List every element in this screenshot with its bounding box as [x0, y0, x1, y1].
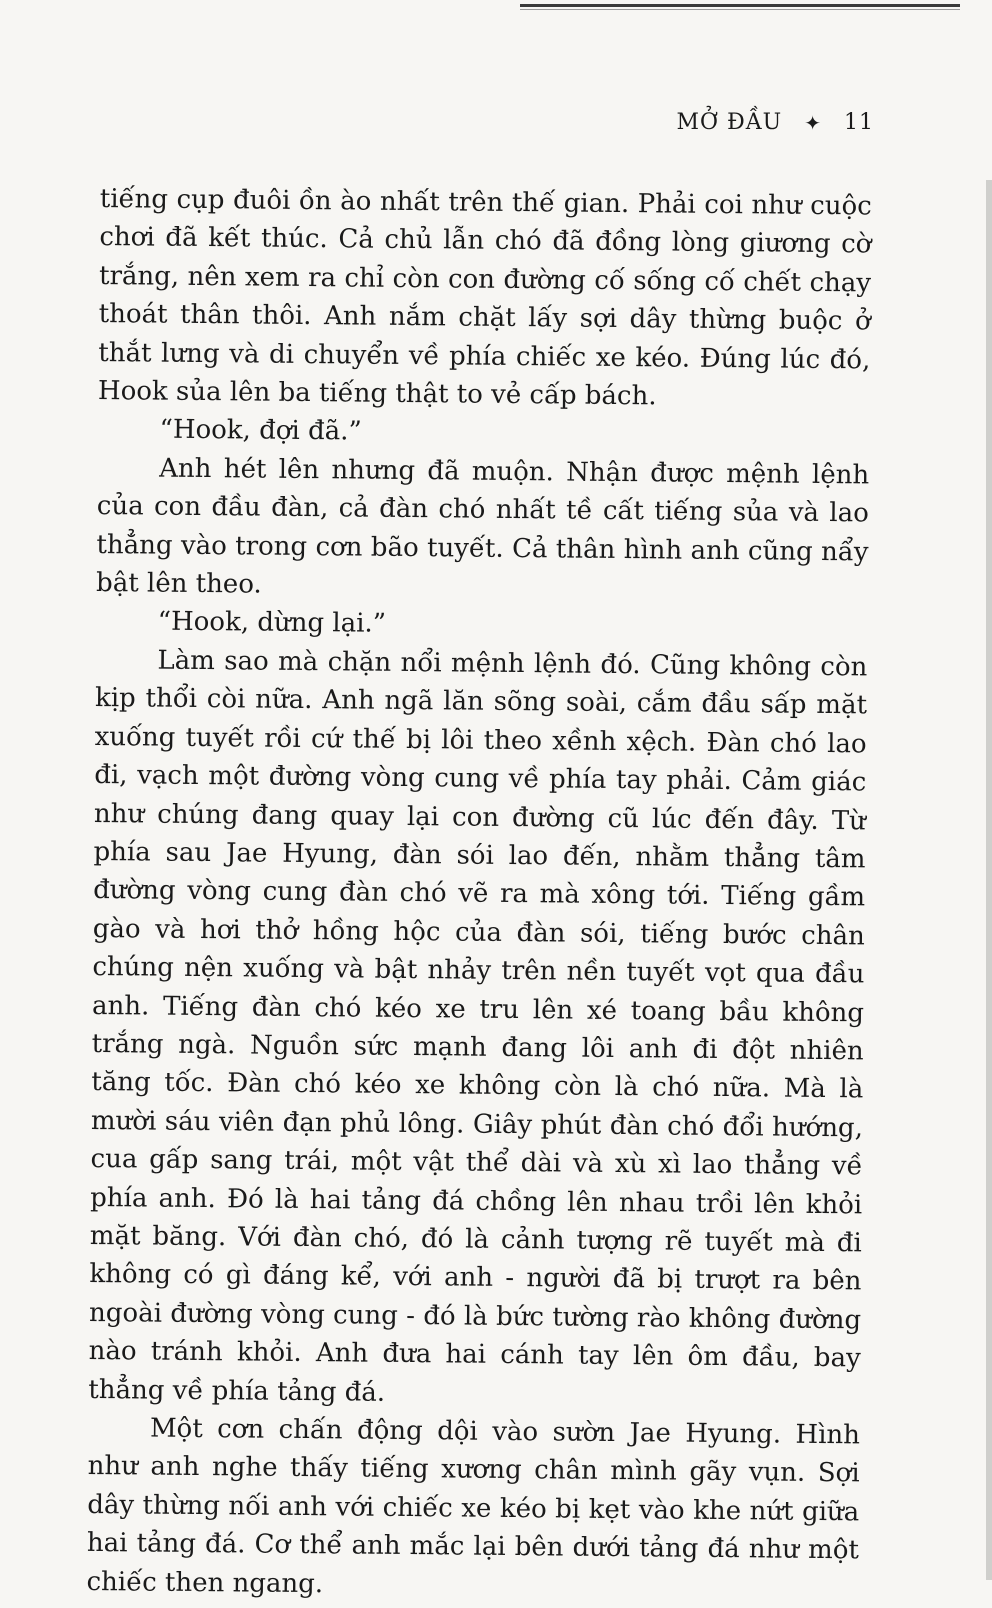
top-border-rule-thin: [520, 9, 960, 10]
paragraph: “Hook, đợi đã.”: [159, 415, 362, 447]
paragraph: “Hook, dừng lại.”: [157, 607, 387, 640]
paragraph: Làm sao mà chặn nổi mệnh lệnh đó. Cũng không còn kịp thổi còi nữa. Anh ngã lăn sõng soài, cắm đầu sấp mặt xuống tuyết rồi cứ thế bị lôi theo xềnh xệch. Đàn chó lao đi, vạch một đường vòng cung về phía tay phải. Cảm giác như chúng đang quay lại con đường cũ lúc đến đây. Từ phía sau Jae Hyung, đàn sói lao đến, nhằm thẳng tâm đường vòng cung đàn chó vẽ ra mà xông tới. Tiếng gầm gào và hơi thở hồng hộc của đàn sói, tiếng bước chân chúng nện xuống và bật nhảy trên nền tuyết vọt qua đầu anh. Tiếng đàn chó kéo xe tru lên xé toang bầu không trắng ngà. Nguồn sức mạnh đang lôi anh đi đột nhiên tăng tốc. Đàn chó kéo xe không còn là chó nữa. Mà là mười sáu viên đạn phủ lông. Giây phút đàn chó đổi hướng, cua gấp sang trái, một vật thể dài và xù xì lao thẳng về phía anh. Đó là hai tảng đá chồng lên nhau trồi lên khỏi mặt băng. Với đàn chó, đó là cảnh tượng rẽ tuyết mà đi không có gì đáng kể, với anh - người đã bị trượt ra bên ngoài đường vòng cung - đó là bức tường rào không đường nào tránh khỏi. Anh đưa hai cánh tay lên ôm đầu, bay thẳng về phía tảng đá.: [88, 645, 868, 1408]
paragraph: Một cơn chấn động dội vào sườn Jae Hyung. Hình như anh nghe thấy tiếng xương chân mình gãy vụn. Sợi dây thừng nối anh với chiếc xe kéo bị kẹt vào khe nứt giữa hai tảng đá. Cơ thể anh mắc lại bên dưới tảng đá như một chiếc then ngang.: [86, 1413, 861, 1599]
body-text: [86, 180, 872, 1608]
page-edge-shadow: [986, 180, 992, 1580]
ornament-icon: ✦: [804, 110, 822, 135]
running-header: [676, 110, 874, 135]
chapter-title: MỞ ĐẦU: [676, 110, 783, 135]
paragraph: tiếng cụp đuôi ồn ào nhất trên thế gian. Phải coi như cuộc chơi đã kết thúc. Cả chủ lẫn chó đã đồng lòng giương cờ trắng, nên xem ra chỉ còn con đường cố sống cố chết chạy thoát thân thôi. Anh nắm chặt lấy sợi dây thừng buộc ở thắt lưng và di chuyển về phía chiếc xe kéo. Đúng lúc đó, Hook sủa lên ba tiếng thật to vẻ cấp bách.: [97, 183, 872, 412]
top-border-rule: [520, 4, 960, 7]
page-number: 11: [844, 110, 874, 135]
paragraph: Anh hét lên nhưng đã muộn. Nhận được mệnh lệnh của con đầu đàn, cả đàn chó nhất tề cất tiếng sủa và lao thẳng vào trong cơn bão tuyết. Cả thân hình anh cũng nẩy bật lên theo.: [95, 453, 870, 600]
